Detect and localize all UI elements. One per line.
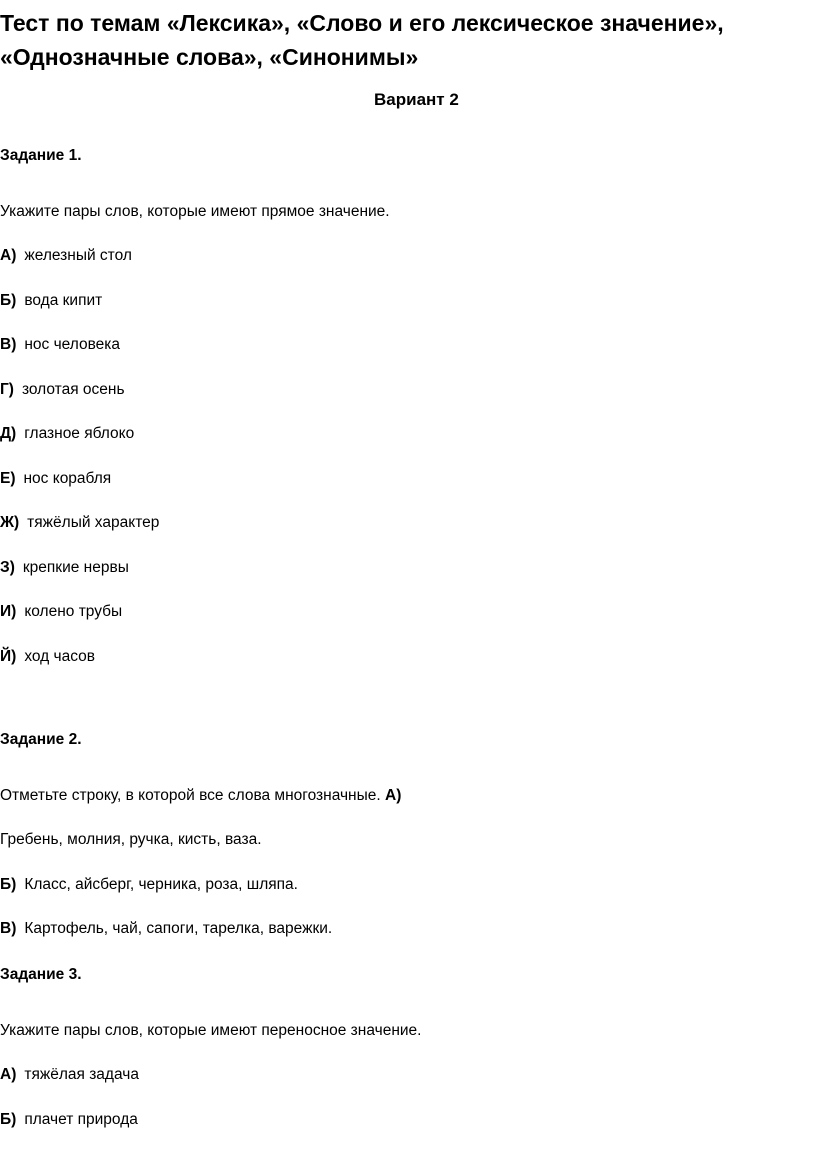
task1-option [0, 380, 125, 400]
task1-option [0, 647, 95, 667]
task1-option [0, 558, 129, 578]
option-text: нос человека [24, 336, 121, 353]
task2-prompt-letter: А) [385, 787, 402, 804]
option-text: глазное яблоко [24, 425, 135, 442]
option-text: колено трубы [24, 603, 123, 620]
option-text: тяжёлая задача [24, 1066, 139, 1083]
task2-prompt: Отметьте строку, в которой все слова многозначные. [0, 787, 381, 804]
task1-option [0, 246, 132, 266]
document-title: Тест по темам «Лексика», «Слово и его лексическое значение», «Однозначные слова», «Синонимы» [0, 10, 724, 70]
task2-line-a: Гребень, молния, ручка, кисть, ваза. [0, 831, 262, 848]
option-text: крепкие нервы [22, 559, 129, 576]
option-letter: В) [0, 336, 17, 353]
option-text: железный стол [24, 247, 132, 264]
option-text: вода кипит [24, 292, 103, 309]
option-text: Картофель, чай, сапоги, тарелка, варежки. [24, 920, 333, 937]
option-letter: Д) [0, 425, 17, 442]
task2-option [0, 919, 332, 939]
option-text: Класс, айсберг, черника, роза, шляпа. [24, 876, 298, 893]
option-letter: И) [0, 603, 17, 620]
task2-title: Задание 2. [0, 731, 82, 748]
task2-prompt-line [0, 786, 401, 806]
option-text: золотая осень [21, 381, 125, 398]
task3-option [0, 1065, 139, 1085]
option-letter: Б) [0, 292, 17, 309]
task1-option [0, 513, 159, 533]
task1-prompt: Укажите пары слов, которые имеют прямое значение. [0, 203, 390, 220]
task1-option [0, 602, 122, 622]
option-letter: Г) [0, 381, 14, 398]
task3-title: Задание 3. [0, 966, 82, 983]
task3-option [0, 1110, 138, 1130]
task1-option [0, 469, 111, 489]
option-letter: А) [0, 247, 17, 264]
task2-option [0, 875, 298, 895]
option-letter: З) [0, 559, 15, 576]
task3-prompt: Укажите пары слов, которые имеют переносное значение. [0, 1022, 422, 1039]
option-letter: А) [0, 1066, 17, 1083]
task1-title: Задание 1. [0, 147, 82, 164]
option-text: нос корабля [23, 470, 112, 487]
option-letter: Е) [0, 470, 16, 487]
option-text: тяжёлый характер [27, 514, 160, 531]
option-letter: Б) [0, 876, 17, 893]
option-letter: Ж) [0, 514, 20, 531]
option-letter: В) [0, 920, 17, 937]
option-letter: Й) [0, 648, 17, 665]
variant-heading: Вариант 2 [374, 90, 459, 109]
task1-option [0, 291, 102, 311]
task1-option [0, 424, 134, 444]
option-letter: Б) [0, 1111, 17, 1128]
option-text: ход часов [24, 648, 95, 665]
task1-option [0, 335, 120, 355]
option-text: плачет природа [24, 1111, 138, 1128]
